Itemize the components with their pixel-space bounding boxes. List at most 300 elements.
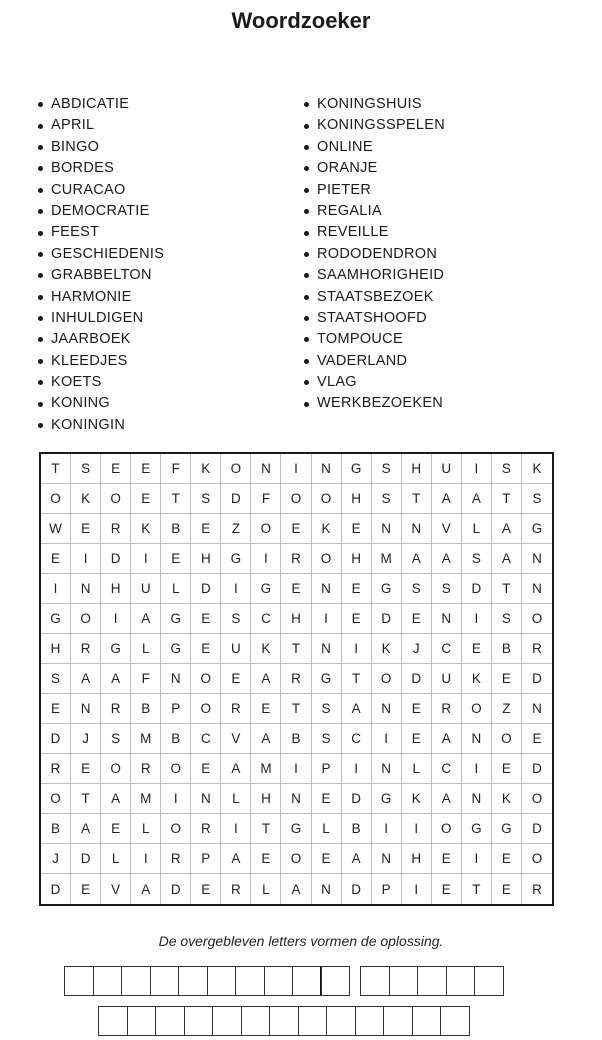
grid-cell[interactable]: O: [372, 664, 402, 694]
solution-letter-box[interactable]: [155, 1006, 185, 1036]
grid-cell[interactable]: C: [432, 754, 462, 784]
grid-cell[interactable]: N: [462, 784, 492, 814]
solution-letter-box[interactable]: [93, 966, 123, 996]
grid-cell[interactable]: A: [432, 724, 462, 754]
grid-cell[interactable]: T: [281, 694, 311, 724]
grid-cell[interactable]: S: [191, 484, 221, 514]
grid-cell[interactable]: F: [161, 454, 191, 484]
grid-cell[interactable]: E: [41, 694, 71, 724]
grid-cell[interactable]: N: [462, 724, 492, 754]
grid-cell[interactable]: P: [161, 694, 191, 724]
grid-cell[interactable]: N: [312, 454, 342, 484]
grid-cell[interactable]: N: [372, 844, 402, 874]
grid-cell[interactable]: U: [221, 634, 251, 664]
grid-cell[interactable]: K: [522, 454, 552, 484]
grid-cell[interactable]: R: [221, 874, 251, 904]
grid-cell[interactable]: I: [342, 754, 372, 784]
grid-cell[interactable]: O: [41, 484, 71, 514]
grid-cell[interactable]: B: [342, 814, 372, 844]
grid-cell[interactable]: D: [402, 664, 432, 694]
grid-cell[interactable]: E: [251, 694, 281, 724]
grid-cell[interactable]: N: [312, 574, 342, 604]
grid-cell[interactable]: O: [312, 484, 342, 514]
grid-cell[interactable]: M: [131, 784, 161, 814]
grid-cell[interactable]: V: [101, 874, 131, 904]
grid-cell[interactable]: E: [342, 604, 372, 634]
grid-cell[interactable]: M: [131, 724, 161, 754]
grid-cell[interactable]: D: [41, 874, 71, 904]
grid-cell[interactable]: D: [161, 874, 191, 904]
grid-cell[interactable]: N: [372, 514, 402, 544]
grid-cell[interactable]: F: [131, 664, 161, 694]
grid-cell[interactable]: K: [131, 514, 161, 544]
grid-cell[interactable]: K: [251, 634, 281, 664]
grid-cell[interactable]: E: [342, 514, 372, 544]
grid-cell[interactable]: N: [372, 754, 402, 784]
grid-cell[interactable]: H: [342, 484, 372, 514]
grid-cell[interactable]: D: [342, 784, 372, 814]
grid-cell[interactable]: P: [191, 844, 221, 874]
grid-cell[interactable]: G: [372, 574, 402, 604]
grid-cell[interactable]: G: [462, 814, 492, 844]
grid-cell[interactable]: B: [161, 724, 191, 754]
grid-cell[interactable]: R: [522, 634, 552, 664]
grid-cell[interactable]: E: [492, 874, 522, 904]
solution-letter-box[interactable]: [412, 1006, 442, 1036]
grid-cell[interactable]: P: [312, 754, 342, 784]
grid-cell[interactable]: F: [251, 484, 281, 514]
grid-cell[interactable]: I: [462, 604, 492, 634]
grid-cell[interactable]: T: [251, 814, 281, 844]
grid-cell[interactable]: N: [71, 574, 101, 604]
solution-letter-box[interactable]: [440, 1006, 470, 1036]
word-item: [304, 393, 445, 414]
word-item: [38, 287, 164, 308]
grid-cell[interactable]: B: [41, 814, 71, 844]
grid-cell[interactable]: N: [402, 514, 432, 544]
grid-cell[interactable]: E: [131, 484, 161, 514]
grid-cell[interactable]: E: [191, 874, 221, 904]
grid-cell[interactable]: D: [522, 814, 552, 844]
grid-cell[interactable]: S: [221, 604, 251, 634]
grid-cell[interactable]: G: [522, 514, 552, 544]
word-item: [304, 94, 445, 115]
grid-cell[interactable]: I: [312, 604, 342, 634]
grid-cell[interactable]: S: [402, 574, 432, 604]
grid-cell[interactable]: E: [191, 634, 221, 664]
grid-cell[interactable]: A: [221, 844, 251, 874]
grid-cell[interactable]: N: [522, 574, 552, 604]
grid-cell[interactable]: T: [492, 484, 522, 514]
grid-cell[interactable]: A: [432, 484, 462, 514]
grid-cell[interactable]: M: [372, 544, 402, 574]
grid-cell[interactable]: E: [101, 454, 131, 484]
grid-cell[interactable]: V: [221, 724, 251, 754]
grid-cell[interactable]: E: [281, 514, 311, 544]
grid-cell[interactable]: G: [251, 574, 281, 604]
grid-cell[interactable]: D: [522, 664, 552, 694]
grid-cell[interactable]: K: [191, 454, 221, 484]
grid-cell[interactable]: O: [101, 484, 131, 514]
grid-cell[interactable]: G: [221, 544, 251, 574]
grid-cell[interactable]: A: [432, 784, 462, 814]
grid-cell[interactable]: O: [462, 694, 492, 724]
grid-cell[interactable]: D: [462, 574, 492, 604]
grid-cell[interactable]: G: [161, 634, 191, 664]
grid-cell[interactable]: L: [131, 634, 161, 664]
solution-letter-box[interactable]: [360, 966, 390, 996]
grid-cell[interactable]: G: [372, 784, 402, 814]
grid-cell[interactable]: H: [402, 844, 432, 874]
grid-cell[interactable]: O: [101, 754, 131, 784]
grid-cell[interactable]: A: [71, 814, 101, 844]
grid-cell[interactable]: I: [281, 454, 311, 484]
grid-cell[interactable]: A: [251, 664, 281, 694]
solution-letter-box[interactable]: [269, 1006, 299, 1036]
grid-cell[interactable]: A: [251, 724, 281, 754]
grid-cell[interactable]: I: [161, 784, 191, 814]
grid-cell[interactable]: O: [522, 844, 552, 874]
grid-cell[interactable]: I: [281, 754, 311, 784]
grid-cell[interactable]: G: [342, 454, 372, 484]
grid-cell[interactable]: I: [101, 604, 131, 634]
solution-letter-box[interactable]: [207, 966, 237, 996]
grid-cell[interactable]: A: [221, 754, 251, 784]
grid-cell[interactable]: N: [372, 694, 402, 724]
solution-letter-box[interactable]: [64, 966, 94, 996]
grid-cell[interactable]: J: [41, 844, 71, 874]
grid-cell[interactable]: E: [312, 844, 342, 874]
grid-cell[interactable]: N: [312, 634, 342, 664]
grid-cell[interactable]: G: [41, 604, 71, 634]
grid-cell[interactable]: N: [432, 604, 462, 634]
bullet-icon: [304, 359, 309, 364]
grid-cell[interactable]: H: [251, 784, 281, 814]
grid-cell[interactable]: E: [71, 754, 101, 784]
solution-letter-box[interactable]: [264, 966, 294, 996]
grid-cell[interactable]: O: [281, 484, 311, 514]
grid-cell[interactable]: S: [432, 574, 462, 604]
grid-cell[interactable]: I: [131, 844, 161, 874]
grid-cell[interactable]: R: [532, 881, 542, 897]
grid-cell[interactable]: O: [251, 514, 281, 544]
solution-letter-box[interactable]: [474, 966, 504, 996]
grid-cell[interactable]: K: [492, 784, 522, 814]
grid-cell[interactable]: I: [251, 544, 281, 574]
grid-cell[interactable]: J: [71, 724, 101, 754]
grid-cell[interactable]: R: [131, 754, 161, 784]
grid-cell[interactable]: S: [492, 454, 522, 484]
grid-cell[interactable]: D: [372, 604, 402, 634]
grid-cell[interactable]: H: [281, 604, 311, 634]
grid-cell[interactable]: O: [281, 844, 311, 874]
grid-cell[interactable]: R: [221, 694, 251, 724]
grid-cell[interactable]: E: [492, 664, 522, 694]
grid-cell[interactable]: Z: [221, 514, 251, 544]
grid-cell[interactable]: R: [191, 814, 221, 844]
grid-cell[interactable]: Z: [492, 694, 522, 724]
grid-cell[interactable]: O: [191, 694, 221, 724]
grid-cell[interactable]: S: [372, 454, 402, 484]
solution-letter-box[interactable]: [178, 966, 208, 996]
grid-cell[interactable]: A: [101, 664, 131, 694]
grid-cell[interactable]: O: [161, 814, 191, 844]
grid-cell[interactable]: U: [432, 664, 462, 694]
grid-cell[interactable]: G: [161, 604, 191, 634]
grid-cell[interactable]: E: [402, 694, 432, 724]
grid-cell[interactable]: E: [191, 514, 221, 544]
grid-cell[interactable]: O: [71, 604, 101, 634]
grid-cell[interactable]: I: [462, 844, 492, 874]
grid-cell[interactable]: E: [41, 544, 71, 574]
solution-letter-box[interactable]: [184, 1006, 214, 1036]
grid-cell[interactable]: C: [191, 724, 221, 754]
grid-cell[interactable]: R: [432, 694, 462, 724]
grid-cell[interactable]: D: [342, 874, 372, 904]
grid-cell[interactable]: E: [312, 784, 342, 814]
grid-cell[interactable]: H: [41, 634, 71, 664]
grid-cell[interactable]: E: [101, 814, 131, 844]
grid-cell[interactable]: I: [221, 814, 251, 844]
grid-cell[interactable]: E: [191, 604, 221, 634]
grid-cell[interactable]: K: [462, 664, 492, 694]
grid-cell[interactable]: I: [342, 634, 372, 664]
grid-cell[interactable]: T: [161, 484, 191, 514]
grid-cell[interactable]: A: [131, 874, 161, 904]
grid-cell[interactable]: O: [312, 544, 342, 574]
grid-cell[interactable]: D: [522, 754, 552, 784]
word-label: STAATSHOOFD: [317, 309, 427, 326]
grid-cell[interactable]: H: [191, 544, 221, 574]
grid-cell[interactable]: E: [342, 574, 372, 604]
grid-cell[interactable]: T: [281, 634, 311, 664]
grid-cell[interactable]: M: [251, 754, 281, 784]
grid-cell[interactable]: R: [281, 544, 311, 574]
bullet-icon: [304, 337, 309, 342]
grid-cell[interactable]: R: [41, 754, 71, 784]
grid-cell[interactable]: O: [221, 454, 251, 484]
solution-letter-box[interactable]: [127, 1006, 157, 1036]
grid-cell[interactable]: T: [41, 454, 71, 484]
grid-cell[interactable]: L: [312, 814, 342, 844]
letter-grid: [39, 452, 554, 906]
solution-letter-box[interactable]: [235, 966, 265, 996]
grid-cell[interactable]: D: [71, 844, 101, 874]
grid-cell[interactable]: H: [342, 544, 372, 574]
solution-letter-box[interactable]: [389, 966, 419, 996]
grid-cell[interactable]: N: [191, 784, 221, 814]
grid-cell[interactable]: E: [191, 754, 221, 784]
grid-cell[interactable]: B: [492, 634, 522, 664]
grid-cell[interactable]: O: [161, 754, 191, 784]
grid-cell[interactable]: A: [432, 544, 462, 574]
grid-cell[interactable]: T: [492, 574, 522, 604]
bullet-icon: [38, 423, 43, 428]
grid-cell[interactable]: A: [462, 484, 492, 514]
grid-cell[interactable]: G: [101, 634, 131, 664]
grid-cell[interactable]: H: [101, 574, 131, 604]
grid-cell[interactable]: O: [522, 784, 552, 814]
grid-cell[interactable]: R: [161, 844, 191, 874]
solution-letter-box[interactable]: [417, 966, 447, 996]
grid-cell[interactable]: I: [131, 544, 161, 574]
grid-cell[interactable]: S: [522, 484, 552, 514]
grid-cell[interactable]: N: [281, 784, 311, 814]
grid-cell[interactable]: A: [402, 544, 432, 574]
grid-cell[interactable]: T: [402, 484, 432, 514]
grid-cell[interactable]: C: [342, 724, 372, 754]
solution-letter-box[interactable]: [298, 1006, 328, 1036]
grid-cell[interactable]: I: [41, 574, 71, 604]
grid-cell[interactable]: A: [101, 784, 131, 814]
grid-cell[interactable]: B: [281, 724, 311, 754]
grid-cell[interactable]: E: [281, 574, 311, 604]
grid-cell[interactable]: S: [312, 694, 342, 724]
grid-cell[interactable]: S: [462, 544, 492, 574]
grid-cell[interactable]: E: [492, 754, 522, 784]
grid-cell[interactable]: E: [402, 604, 432, 634]
grid-cell[interactable]: K: [372, 634, 402, 664]
grid-cell[interactable]: L: [221, 784, 251, 814]
grid-cell[interactable]: A: [342, 844, 372, 874]
grid-cell[interactable]: T: [71, 784, 101, 814]
grid-cell[interactable]: L: [462, 514, 492, 544]
bullet-icon: [38, 316, 43, 321]
grid-cell[interactable]: V: [432, 514, 462, 544]
grid-cell[interactable]: U: [131, 574, 161, 604]
grid-cell[interactable]: R: [71, 634, 101, 664]
grid-cell[interactable]: T: [462, 874, 492, 904]
solution-letter-box[interactable]: [121, 966, 151, 996]
grid-cell[interactable]: E: [71, 514, 101, 544]
word-label: HARMONIE: [51, 288, 132, 305]
grid-cell[interactable]: E: [161, 544, 191, 574]
grid-cell[interactable]: A: [71, 664, 101, 694]
grid-cell[interactable]: A: [131, 604, 161, 634]
grid-cell[interactable]: T: [342, 664, 372, 694]
grid-cell[interactable]: G: [312, 664, 342, 694]
grid-cell[interactable]: R: [281, 664, 311, 694]
grid-cell[interactable]: L: [251, 874, 281, 904]
grid-cell[interactable]: L: [101, 844, 131, 874]
solution-letter-box[interactable]: [241, 1006, 271, 1036]
solution-letter-box[interactable]: [212, 1006, 242, 1036]
solution-letter-box[interactable]: [355, 1006, 385, 1036]
grid-cell[interactable]: I: [462, 454, 492, 484]
grid-cell[interactable]: S: [312, 724, 342, 754]
bullet-icon: [38, 102, 43, 107]
grid-cell[interactable]: N: [161, 664, 191, 694]
word-item: [38, 393, 164, 414]
bullet-icon: [304, 209, 309, 214]
solution-letter-box[interactable]: [292, 966, 322, 996]
solution-letter-box[interactable]: [150, 966, 180, 996]
solution-letter-box[interactable]: [98, 1006, 128, 1036]
grid-cell[interactable]: S: [41, 664, 71, 694]
bullet-icon: [38, 188, 43, 193]
grid-cell[interactable]: N: [71, 694, 101, 724]
grid-cell[interactable]: S: [492, 604, 522, 634]
grid-cell[interactable]: C: [251, 604, 281, 634]
grid-cell[interactable]: N: [522, 694, 552, 724]
grid-cell[interactable]: I: [402, 874, 432, 904]
grid-cell[interactable]: L: [131, 814, 161, 844]
solution-word-group: [98, 1006, 470, 1036]
grid-cell[interactable]: E: [462, 634, 492, 664]
grid-cell[interactable]: L: [161, 574, 191, 604]
grid-cell[interactable]: N: [312, 874, 342, 904]
solution-row-2: [98, 1006, 470, 1036]
grid-cell[interactable]: W: [41, 514, 71, 544]
grid-cell[interactable]: I: [372, 814, 402, 844]
grid-cell[interactable]: K: [402, 784, 432, 814]
grid-cell[interactable]: I: [71, 544, 101, 574]
grid-cell[interactable]: D: [101, 544, 131, 574]
grid-cell[interactable]: N: [251, 454, 281, 484]
grid-cell[interactable]: U: [432, 454, 462, 484]
grid-cell[interactable]: E: [71, 874, 101, 904]
grid-cell[interactable]: E: [522, 724, 552, 754]
grid-cell[interactable]: G: [281, 814, 311, 844]
grid-cell[interactable]: A: [492, 514, 522, 544]
grid-cell[interactable]: A: [342, 694, 372, 724]
solution-letter-box[interactable]: [326, 1006, 356, 1036]
grid-cell[interactable]: O: [41, 784, 71, 814]
grid-cell[interactable]: P: [372, 874, 402, 904]
grid-cell[interactable]: S: [372, 484, 402, 514]
grid-cell[interactable]: S: [71, 454, 101, 484]
grid-cell[interactable]: O: [432, 814, 462, 844]
grid-cell[interactable]: E: [432, 844, 462, 874]
grid-cell[interactable]: A: [492, 544, 522, 574]
grid-cell[interactable]: N: [522, 544, 552, 574]
grid-cell[interactable]: E: [251, 844, 281, 874]
grid-cell[interactable]: A: [281, 874, 311, 904]
solution-letter-box[interactable]: [446, 966, 476, 996]
grid-cell[interactable]: L: [402, 754, 432, 784]
grid-cell[interactable]: I: [372, 724, 402, 754]
grid-cell[interactable]: D: [191, 574, 221, 604]
grid-cell[interactable]: D: [41, 724, 71, 754]
grid-cell[interactable]: I: [402, 814, 432, 844]
grid-cell[interactable]: H: [402, 454, 432, 484]
grid-cell[interactable]: I: [221, 574, 251, 604]
grid-cell[interactable]: C: [432, 634, 462, 664]
bullet-icon: [304, 166, 309, 171]
grid-cell[interactable]: S: [101, 724, 131, 754]
grid-cell[interactable]: B: [161, 514, 191, 544]
grid-cell[interactable]: K: [71, 484, 101, 514]
grid-cell[interactable]: I: [462, 754, 492, 784]
grid-cell[interactable]: O: [191, 664, 221, 694]
grid-cell[interactable]: G: [492, 814, 522, 844]
grid-cell[interactable]: K: [312, 514, 342, 544]
grid-cell[interactable]: E: [131, 454, 161, 484]
grid-cell[interactable]: O: [522, 604, 552, 634]
grid-cell[interactable]: D: [221, 484, 251, 514]
grid-cell[interactable]: J: [402, 634, 432, 664]
solution-letter-box[interactable]: [321, 966, 351, 996]
grid-cell[interactable]: R: [101, 694, 131, 724]
grid-cell[interactable]: E: [432, 874, 462, 904]
grid-cell[interactable]: B: [131, 694, 161, 724]
grid-cell[interactable]: E: [221, 664, 251, 694]
grid-cell[interactable]: E: [402, 724, 432, 754]
grid-cell[interactable]: O: [492, 724, 522, 754]
grid-cell[interactable]: E: [492, 844, 522, 874]
grid-cell[interactable]: R: [101, 514, 131, 544]
solution-letter-box[interactable]: [383, 1006, 413, 1036]
